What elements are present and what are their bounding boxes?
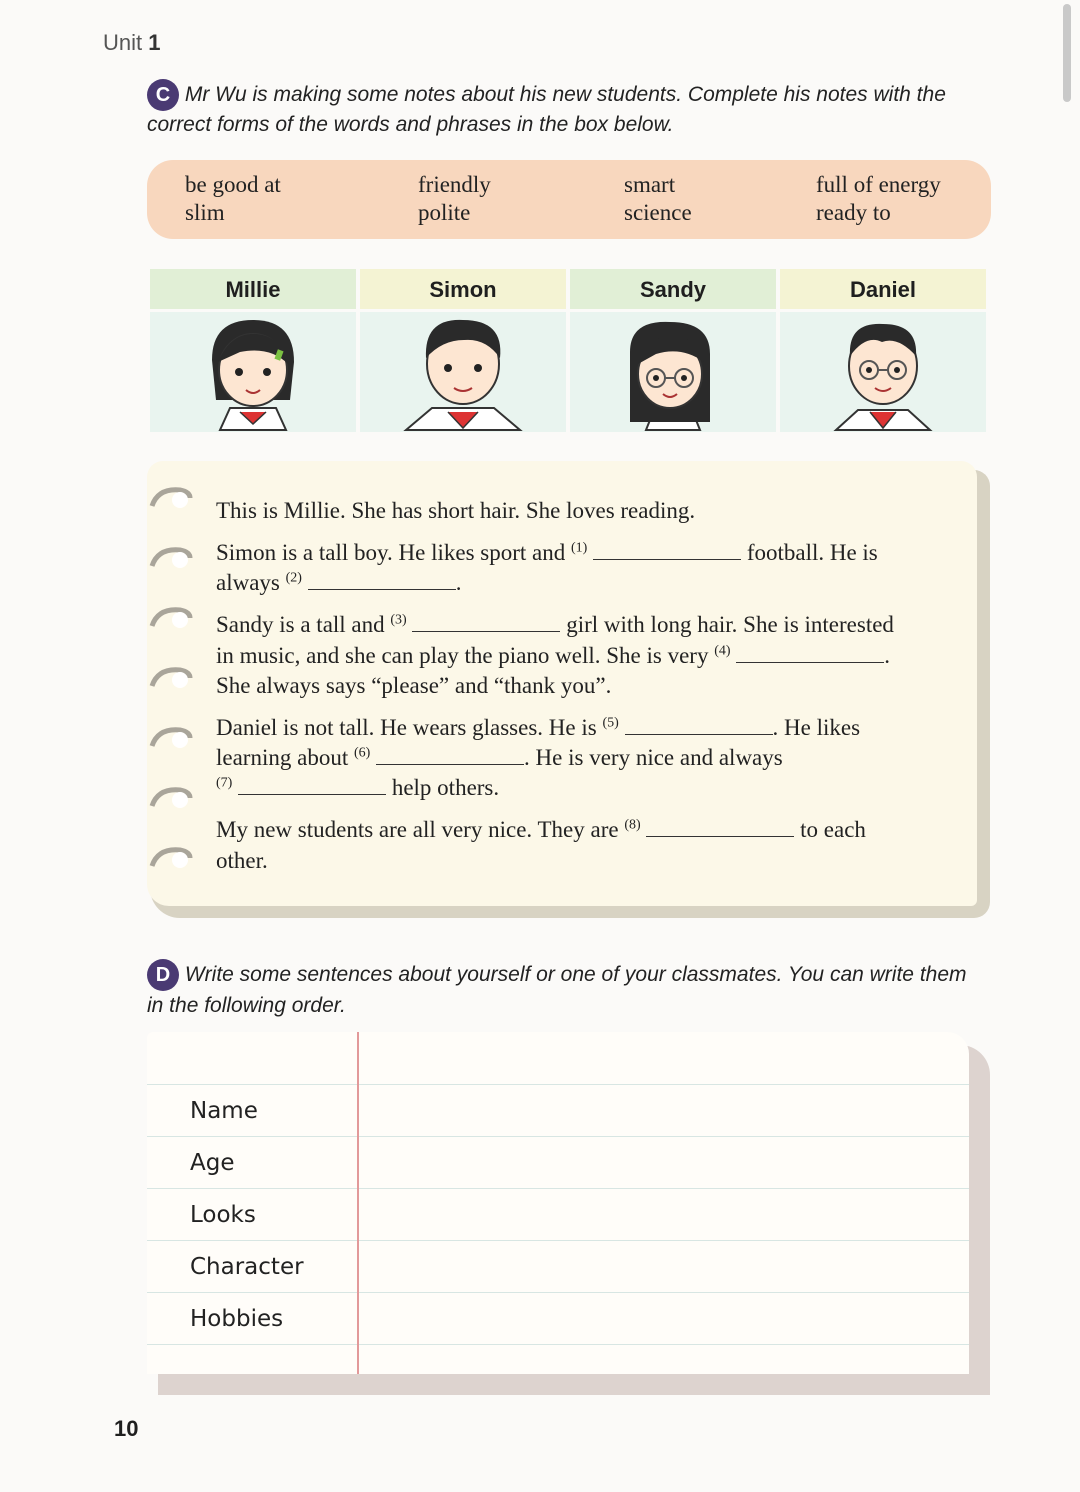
spiral-ring-icon	[148, 724, 194, 752]
student-cell-sandy	[570, 312, 776, 432]
notes-line-simon-2: always $^{(2)}$ .	[216, 570, 462, 595]
daniel-portrait-icon	[780, 312, 986, 432]
notes-line-daniel-3: $^{(7)}$ help others.	[216, 775, 500, 800]
word-item: ready to	[816, 200, 891, 225]
blank-5[interactable]	[625, 734, 773, 735]
blank-3[interactable]	[412, 631, 560, 632]
scrollbar[interactable]	[1063, 4, 1071, 102]
word-item: polite	[418, 200, 471, 225]
word-item: be good at	[185, 172, 281, 197]
ruled-line	[147, 1240, 969, 1241]
spiral-ring-icon	[148, 844, 194, 872]
page-number: 10	[114, 1416, 139, 1441]
unit-number: 1	[148, 30, 161, 55]
order-label-character: Character	[190, 1254, 304, 1280]
word-item: slim	[185, 200, 225, 225]
section-d-badge: D	[147, 959, 179, 991]
notes-line-all-2: other.	[216, 848, 268, 873]
spiral-ring-icon	[148, 784, 194, 812]
millie-portrait-icon	[150, 312, 356, 432]
student-cell-millie	[150, 312, 356, 432]
blank-8[interactable]	[646, 836, 794, 837]
student-header-sandy: Sandy	[570, 269, 776, 309]
section-c-instruction-line2: correct forms of the words and phrases in the box below.	[147, 113, 674, 136]
order-label-name: Name	[190, 1098, 258, 1124]
notes-line-sandy-2: in music, and she can play the piano well. She is very $^{(4)}$ .	[216, 643, 891, 668]
ruled-line	[147, 1188, 969, 1189]
margin-line	[357, 1032, 359, 1374]
spiral-ring-icon	[148, 604, 194, 632]
notes-line-daniel-2: learning about $^{(6)}$ . He is very nice and always	[216, 745, 783, 770]
unit-header: Unit 1	[103, 30, 161, 55]
student-header-millie: Millie	[150, 269, 356, 309]
notes-line-daniel-1: Daniel is not tall. He wears glasses. He is $^{(5)}$ . He likes	[216, 715, 861, 740]
blank-4[interactable]	[736, 662, 884, 663]
section-d-instruction: D Write some sentences about yourself or one of your classmates. You can write them	[147, 959, 967, 991]
ruled-line	[147, 1136, 969, 1137]
word-item: smart	[624, 172, 676, 197]
spiral-ring-icon	[148, 484, 194, 512]
spiral-ring-icon	[148, 544, 194, 572]
word-item: science	[624, 200, 692, 225]
order-label-age: Age	[190, 1150, 235, 1176]
section-c-instruction: C Mr Wu is making some notes about his new students. Complete his notes with the	[147, 79, 946, 111]
ruled-line	[147, 1344, 969, 1345]
ruled-line	[147, 1292, 969, 1293]
student-header-daniel: Daniel	[780, 269, 986, 309]
section-c-badge: C	[147, 79, 179, 111]
word-box	[147, 160, 991, 239]
word-item: friendly	[418, 172, 491, 197]
student-header-simon: Simon	[360, 269, 566, 309]
ruled-line	[147, 1084, 969, 1085]
blank-6[interactable]	[376, 764, 524, 765]
order-label-hobbies: Hobbies	[190, 1306, 284, 1332]
blank-7[interactable]	[238, 794, 386, 795]
notes-line-sandy-1: Sandy is a tall and $^{(3)}$ girl with long hair. She is interested	[216, 612, 894, 637]
notes-line-sandy-3: She always says “please” and “thank you”.	[216, 673, 612, 698]
simon-portrait-icon	[360, 312, 566, 432]
student-cell-daniel	[780, 312, 986, 432]
blank-2[interactable]	[308, 589, 456, 590]
blank-1[interactable]	[593, 559, 741, 560]
order-label-looks: Looks	[190, 1202, 256, 1228]
sandy-portrait-icon	[570, 312, 776, 432]
section-d-instruction-line2: in the following order.	[147, 994, 346, 1017]
notes-line-all-1: My new students are all very nice. They are $^{(8)}$ to each	[216, 817, 866, 842]
notes-line-simon-1: Simon is a tall boy. He likes sport and $^{(1)}$ football. He is	[216, 540, 878, 565]
student-cell-simon	[360, 312, 566, 432]
notes-line-millie: This is Millie. She has short hair. She loves reading.	[216, 498, 696, 523]
spiral-ring-icon	[148, 664, 194, 692]
word-item: full of energy	[816, 172, 941, 197]
